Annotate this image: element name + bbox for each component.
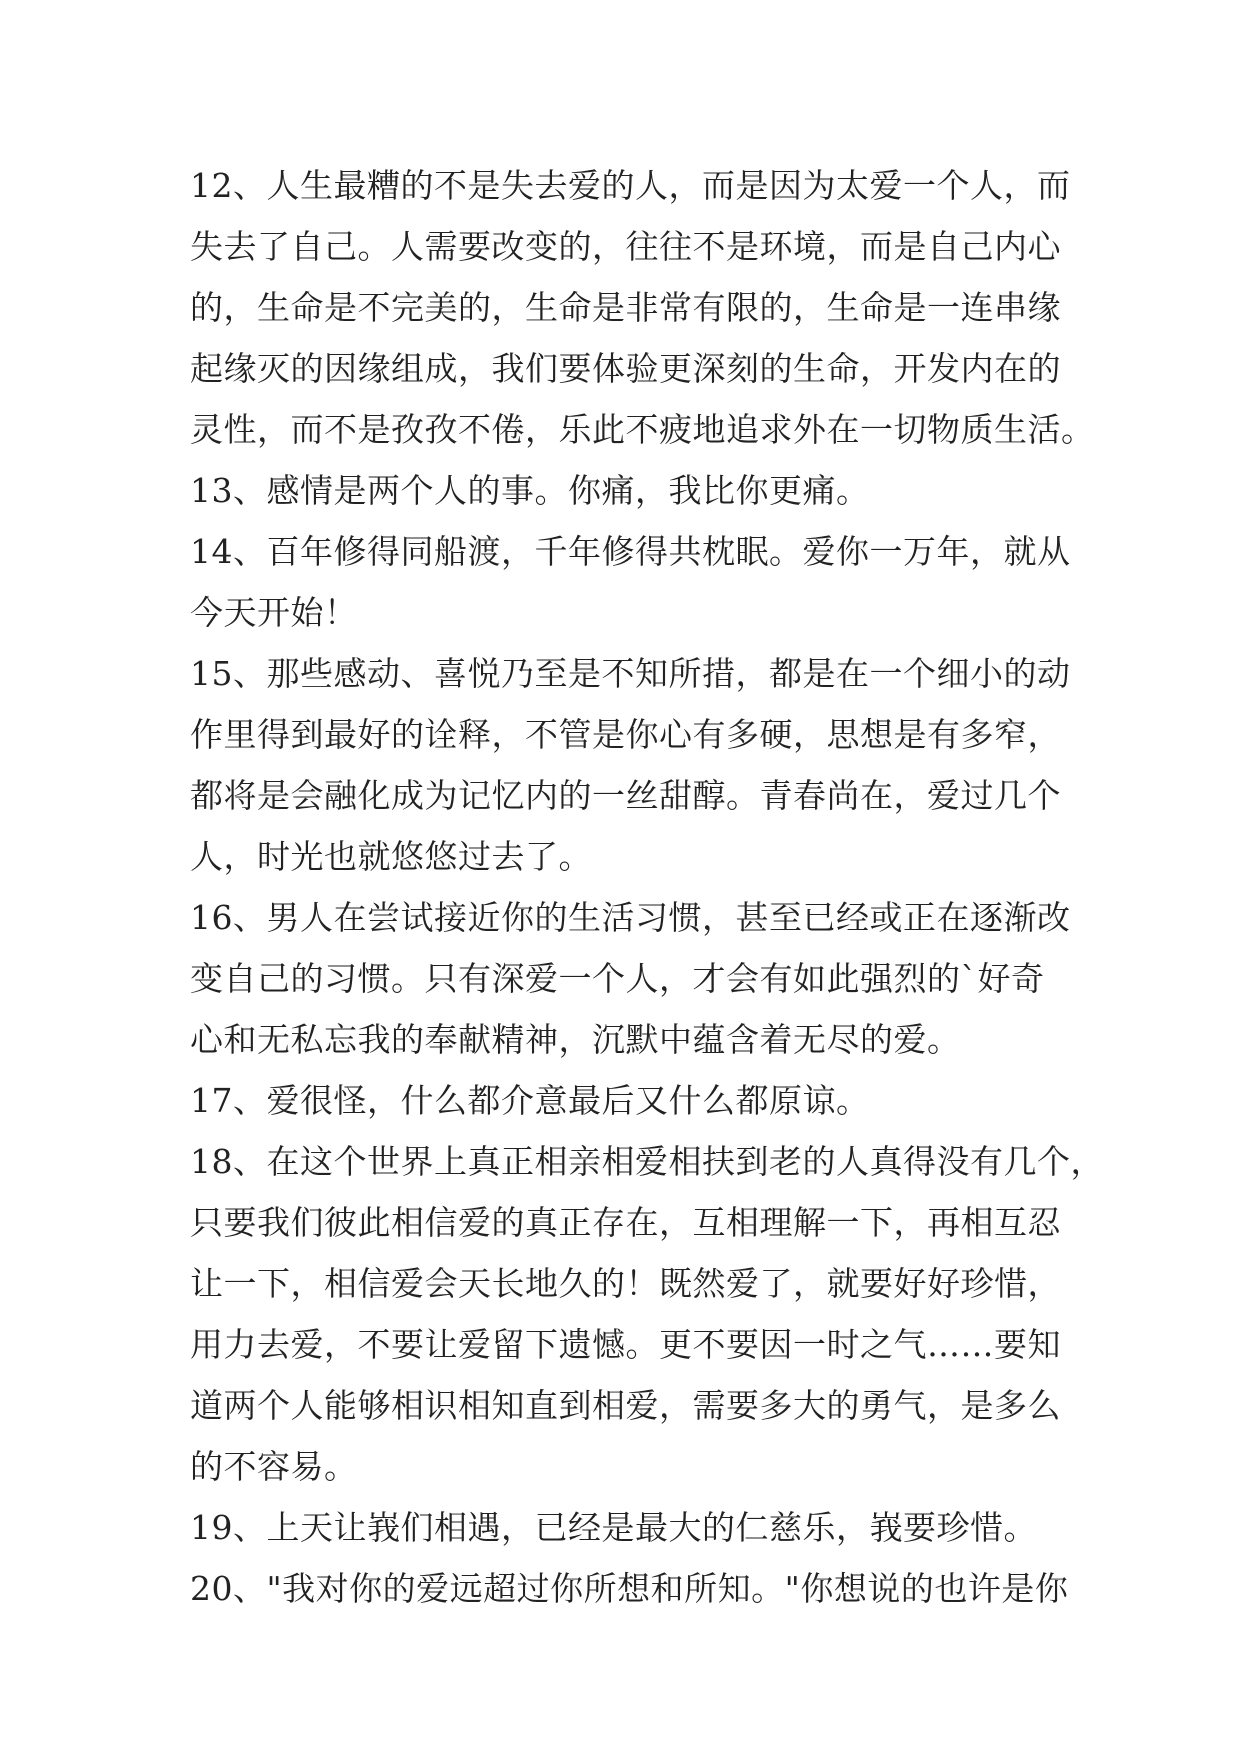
text-line: 19、上天让峩们相遇，已经是最大的仁慈乐，峩要珍惜。 xyxy=(190,1508,1037,1547)
document-body xyxy=(190,155,1104,1619)
text-line: 灵性，而不是孜孜不倦，乐此不疲地追求外在一切物质生活。 xyxy=(190,410,1095,449)
text-line: 失去了自己。人需要改变的，往往不是环境，而是自己内心 xyxy=(190,227,1061,266)
paragraph-16 xyxy=(190,887,1070,1070)
text-line: 20、"我对你的爱远超过你所想和所知。"你想说的也许是你 xyxy=(190,1569,1069,1608)
text-line: 作里得到最好的诠释，不管是你心有多硬，思想是有多窄， xyxy=(190,715,1061,754)
paragraph-17 xyxy=(190,1070,1070,1131)
text-line: 18、在这个世界上真正相亲相爱相扶到老的人真得没有几个， xyxy=(190,1142,1104,1181)
text-line: 13、感情是两个人的事。你痛，我比你更痛。 xyxy=(190,471,870,510)
text-line: 起缘灭的因缘组成，我们要体验更深刻的生命，开发内在的 xyxy=(190,349,1061,388)
text-line: 都将是会融化成为记忆内的一丝甜醇。青春尚在，爱过几个 xyxy=(190,776,1061,815)
text-line: 用力去爱，不要让爱留下遗憾。更不要因一时之气……要知 xyxy=(190,1325,1061,1364)
text-line: 15、那些感动、喜悦乃至是不知所措，都是在一个细小的动 xyxy=(190,654,1071,693)
paragraph-15 xyxy=(190,643,1070,887)
text-line: 变自己的习惯。只有深爱一个人，才会有如此强烈的`好奇 xyxy=(190,959,1045,998)
text-line: 14、百年修得同船渡，千年修得共枕眠。爱你一万年，就从 xyxy=(190,532,1071,571)
text-line: 道两个人能够相识相知直到相爱，需要多大的勇气，是多么 xyxy=(190,1386,1061,1425)
paragraph-12 xyxy=(190,155,1095,460)
text-line: 12、人生最糟的不是失去爱的人，而是因为太爱一个人，而 xyxy=(190,166,1071,205)
text-line: 的不容易。 xyxy=(190,1447,358,1486)
text-line: 16、男人在尝试接近你的生活习惯，甚至已经或正在逐渐改 xyxy=(190,898,1071,937)
paragraph-19 xyxy=(190,1497,1070,1558)
text-line: 心和无私忘我的奉献精神，沉默中蕴含着无尽的爱。 xyxy=(190,1020,961,1059)
text-line: 的，生命是不完美的，生命是非常有限的，生命是一连串缘 xyxy=(190,288,1061,327)
paragraph-13 xyxy=(190,460,1070,521)
text-line: 人，时光也就悠悠过去了。 xyxy=(190,837,592,876)
paragraph-18 xyxy=(190,1131,1104,1497)
text-line: 只要我们彼此相信爱的真正存在，互相理解一下，再相互忍 xyxy=(190,1203,1061,1242)
text-line: 让一下，相信爱会天长地久的！既然爱了，就要好好珍惜， xyxy=(190,1264,1061,1303)
paragraph-20 xyxy=(190,1558,1070,1619)
text-line: 今天开始！ xyxy=(190,593,358,632)
text-line: 17、爱很怪，什么都介意最后又什么都原谅。 xyxy=(190,1081,870,1120)
paragraph-14 xyxy=(190,521,1070,643)
